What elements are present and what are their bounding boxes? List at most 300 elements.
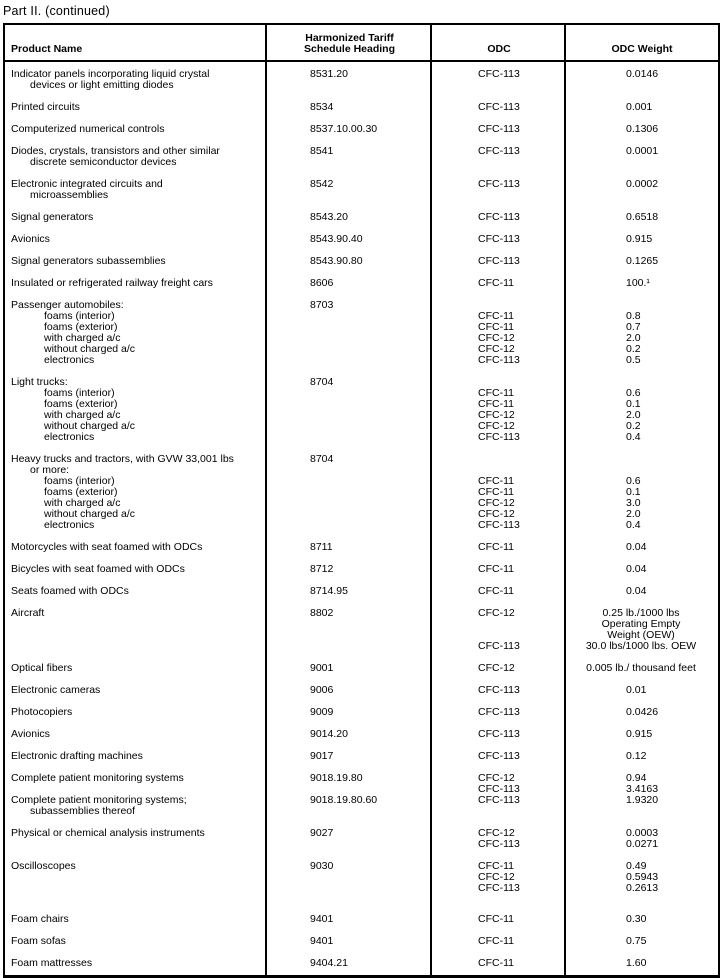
weight-value: 0.12 [626,750,647,762]
weight-cell [566,707,718,718]
table-row [5,300,718,366]
hts-value: 8531.20 [310,68,348,80]
tariff-table [3,23,720,978]
weight-value: 0.4 [626,431,641,443]
hts-cell [267,751,432,762]
weight-value: 0.1306 [626,123,659,135]
weight-value: 0.1 [626,486,641,498]
product-line: foams (interior) [44,475,115,487]
weight-value: 100.¹ [626,277,650,289]
weight-value: 0.0271 [626,838,659,850]
hts-value: 8802 [310,607,334,619]
odc-cell [432,179,566,201]
hts-value: 9404.21 [310,957,348,969]
odc-value: CFC-12 [478,332,515,344]
hts-value: 8712 [310,563,334,575]
product-line: foams (interior) [44,310,115,322]
weight-value: 2.0 [626,508,641,520]
weight-value: 2.0 [626,409,641,421]
odc-value: CFC-113 [478,706,520,718]
hts-header-line2: Schedule Heading [303,43,396,55]
odc-value: CFC-12 [478,871,515,883]
table-body [5,62,718,975]
weight-value: 0.001 [626,101,653,113]
weight-value: 3.4163 [626,783,659,795]
odc-value: CFC-11 [478,310,514,322]
column-header-label: ODC Weight [611,43,673,55]
weight-cell [566,300,718,366]
table-row [5,102,718,113]
weight-cell [566,124,718,135]
odc-cell [432,707,566,718]
odc-cell [432,685,566,696]
product-line: Seats foamed with ODCs [11,585,129,597]
weight-value: 0.94 [626,772,647,784]
weight-cell [566,454,718,531]
product-line: with charged a/c [44,332,121,344]
table-header [5,25,718,62]
table-row [5,773,718,795]
odc-value: CFC-12 [478,508,515,520]
weight-value: 1.60 [626,957,647,969]
product-line: Heavy trucks and tractors, with GVW 33,001 lbs [11,453,234,465]
odc-value: CFC-11 [478,321,514,333]
product-line: Avionics [11,728,50,740]
product-line: Insulated or refrigerated railway freight cars [11,277,213,289]
product-line: Signal generators [11,211,94,223]
odc-value: CFC-113 [478,123,520,135]
odc-value: CFC-11 [478,398,514,410]
product-line: electronics [44,354,95,366]
odc-value: CFC-11 [478,541,514,553]
odc-cell [432,663,566,674]
odc-cell [432,124,566,135]
product-line: Light trucks: [11,376,68,388]
odc-value: CFC-113 [478,750,520,762]
hts-cell [267,773,432,795]
weight-value: 0.75 [626,935,647,947]
product-line: electronics [44,431,95,443]
table-row [5,751,718,762]
product-cell [5,124,267,135]
column-header-odc-weight [566,25,718,60]
odc-value: CFC-11 [478,277,514,289]
table-row [5,729,718,740]
product-cell [5,69,267,91]
odc-cell [432,729,566,740]
hts-value: 8704 [310,376,334,388]
product-line: Optical fibers [11,662,73,674]
weight-value: 0.5 [626,354,641,366]
weight-value: 0.8 [626,310,641,322]
hts-cell [267,146,432,168]
table-row [5,685,718,696]
weight-value: 0.6 [626,387,641,399]
weight-value: 0.01 [626,684,647,696]
weight-value: 0.49 [626,860,647,872]
table-row [5,958,718,969]
odc-value: CFC-11 [478,935,514,947]
product-line: subassemblies thereof [30,805,136,817]
table-row [5,256,718,267]
product-line: Diodes, crystals, transistors and other similar [11,145,220,157]
product-line: Complete patient monitoring systems; [11,794,187,806]
weight-cell [566,751,718,762]
weight-cell [566,936,718,947]
table-row [5,454,718,531]
product-cell [5,212,267,223]
odc-value: CFC-12 [478,607,515,619]
odc-value: CFC-12 [478,343,515,355]
odc-value: CFC-113 [478,728,520,740]
hts-cell [267,102,432,113]
weight-cell [566,828,718,850]
product-cell [5,828,267,850]
odc-value [478,454,566,465]
weight-value: 0.0426 [626,706,659,718]
product-line: Computerized numerical controls [11,123,165,135]
hts-cell [267,707,432,718]
hts-cell [267,936,432,947]
weight-cell [566,685,718,696]
product-cell [5,586,267,597]
column-divider [265,25,267,975]
hts-value: 8537.10.00.30 [310,123,378,135]
odc-cell [432,608,566,652]
hts-value: 8703 [310,299,334,311]
hts-value: 8541 [310,145,334,157]
weight-value: 0.04 [626,585,647,597]
hts-cell [267,586,432,597]
product-cell [5,542,267,553]
odc-cell [432,586,566,597]
odc-value: CFC-11 [478,486,514,498]
odc-cell [432,564,566,575]
hts-cell [267,828,432,850]
table-row [5,377,718,443]
weight-cell [566,586,718,597]
hts-value: 9027 [310,827,334,839]
odc-value: CFC-12 [478,409,515,421]
column-header-hts-heading [267,25,432,60]
odc-value: CFC-113 [478,354,520,366]
hts-value: 8543.20 [310,211,348,223]
odc-cell [432,914,566,925]
hts-cell [267,564,432,575]
odc-cell [432,936,566,947]
product-line: microassemblies [30,189,109,201]
hts-cell [267,685,432,696]
product-line: Physical or chemical analysis instruments [11,827,205,839]
weight-cell [566,861,718,894]
weight-value: 0.04 [626,563,647,575]
hts-value: 8704 [310,453,334,465]
hts-cell [267,300,432,366]
table-row [5,608,718,652]
hts-value: 9030 [310,860,334,872]
weight-value: 0.1265 [626,255,659,267]
weight-value: 0.7 [626,321,641,333]
odc-value: CFC-113 [478,233,520,245]
weight-cell [566,146,718,168]
weight-value: 0.2 [626,420,641,432]
odc-value: CFC-113 [478,431,520,443]
weight-value [626,454,718,465]
product-line: Motorcycles with seat foamed with ODCs [11,541,203,553]
odc-value: CFC-11 [478,957,514,969]
product-line: Indicator panels incorporating liquid crystal [11,68,210,80]
product-line: Complete patient monitoring systems [11,772,184,784]
product-line: electronics [44,519,95,531]
product-cell [5,958,267,969]
product-line: foams (exterior) [44,486,118,498]
odc-cell [432,102,566,113]
product-line: Electronic drafting machines [11,750,143,762]
table-row [5,179,718,201]
product-line: foams (exterior) [44,321,118,333]
table-row [5,663,718,674]
odc-cell [432,751,566,762]
odc-value: CFC-12 [478,662,515,674]
hts-value: 8711 [310,541,333,553]
odc-cell [432,278,566,289]
product-cell [5,608,267,652]
weight-cell [566,102,718,113]
odc-value: CFC-113 [478,838,520,850]
weight-value: 30.0 lbs/1000 lbs. OEW [585,640,697,652]
product-cell [5,377,267,443]
product-line: Bicycles with seat foamed with ODCs [11,563,185,575]
product-cell [5,102,267,113]
product-cell [5,773,267,795]
product-cell [5,707,267,718]
column-header-odc [432,25,566,60]
hts-cell [267,861,432,894]
hts-value: 9401 [310,913,334,925]
weight-cell [566,958,718,969]
product-line: with charged a/c [44,497,121,509]
table-row [5,69,718,91]
weight-value: 0.4 [626,519,641,531]
odc-value: CFC-12 [478,827,515,839]
product-line: Foam chairs [11,913,69,925]
hts-cell [267,212,432,223]
weight-cell [566,69,718,91]
column-header-product-name [5,25,267,60]
odc-value: CFC-113 [478,68,520,80]
product-line: without charged a/c [44,508,136,520]
odc-value: CFC-12 [478,772,515,784]
odc-value [478,619,566,630]
table-row [5,861,718,894]
odc-cell [432,958,566,969]
hts-value: 9006 [310,684,334,696]
product-cell [5,751,267,762]
weight-cell [566,608,718,652]
product-cell [5,256,267,267]
odc-cell [432,795,566,817]
odc-value: CFC-113 [478,783,520,795]
product-cell [5,146,267,168]
odc-value: CFC-113 [478,178,520,190]
product-cell [5,278,267,289]
odc-value: CFC-113 [478,794,520,806]
weight-cell [566,179,718,201]
weight-value: 0.30 [626,913,647,925]
product-cell [5,564,267,575]
weight-value: 0.0001 [626,145,659,157]
product-cell [5,936,267,947]
odc-cell [432,773,566,795]
product-cell [5,685,267,696]
hts-cell [267,69,432,91]
table-row [5,124,718,135]
product-line: Foam sofas [11,935,66,947]
product-line: foams (exterior) [44,398,118,410]
odc-value: CFC-11 [478,913,514,925]
product-cell [5,234,267,245]
odc-cell [432,300,566,366]
odc-value: CFC-11 [478,563,514,575]
hts-cell [267,256,432,267]
odc-cell [432,256,566,267]
table-row [5,936,718,947]
odc-value: CFC-113 [478,882,520,894]
product-line: Printed circuits [11,101,80,113]
weight-cell [566,542,718,553]
table-row [5,795,718,817]
product-line: Oscilloscopes [11,860,76,872]
product-line: Foam mattresses [11,957,93,969]
product-line: Electronic integrated circuits and [11,178,163,190]
hts-value: 8606 [310,277,334,289]
odc-cell [432,861,566,894]
hts-cell [267,454,432,531]
weight-cell [566,914,718,925]
odc-value: CFC-113 [478,519,520,531]
hts-value: 8534 [310,101,334,113]
table-row [5,586,718,597]
weight-value: 0.25 lb./1000 lbs [602,607,680,619]
weight-cell [566,795,718,817]
hts-cell [267,608,432,652]
table-row [5,564,718,575]
product-cell [5,861,267,894]
hts-value: 9401 [310,935,334,947]
odc-value: CFC-11 [478,387,514,399]
product-line: Aircraft [11,607,45,619]
odc-cell [432,234,566,245]
hts-value: 8542 [310,178,334,190]
product-cell [5,729,267,740]
odc-cell [432,828,566,850]
weight-value: 0.915 [626,728,653,740]
weight-value: 0.005 lb./ thousand feet [586,662,696,674]
table-row [5,212,718,223]
product-line: Passenger automobiles: [11,299,124,311]
weight-cell [566,564,718,575]
weight-value: 0.04 [626,541,647,553]
hts-cell [267,377,432,443]
hts-cell [267,795,432,817]
product-line: Signal generators subassemblies [11,255,166,267]
weight-cell [566,773,718,795]
odc-value: CFC-113 [478,640,520,652]
odc-value: CFC-12 [478,497,515,509]
weight-cell [566,212,718,223]
hts-header-line1: Harmonized Tariff [305,32,394,44]
hts-value: 9018.19.80.60 [310,794,378,806]
weight-cell [566,729,718,740]
weight-value: 0.6518 [626,211,659,223]
hts-cell [267,124,432,135]
table-row [5,234,718,245]
weight-value: 0.2 [626,343,641,355]
weight-value: 0.915 [626,233,653,245]
hts-value: 8543.90.40 [310,233,363,245]
weight-value: 0.0002 [626,178,659,190]
weight-cell [566,377,718,443]
odc-cell [432,212,566,223]
hts-cell [267,663,432,674]
page-title: Part II. (continued) [3,4,110,18]
odc-value: CFC-113 [478,101,520,113]
weight-value: 1.9320 [626,794,659,806]
column-header-label: Product Name [11,43,83,55]
hts-cell [267,179,432,201]
odc-value: CFC-11 [478,860,514,872]
product-line: without charged a/c [44,420,136,432]
product-line: foams (interior) [44,387,115,399]
product-cell [5,795,267,817]
odc-value: CFC-11 [478,585,514,597]
product-cell [5,300,267,366]
weight-value: 3.0 [626,497,641,509]
odc-value: CFC-113 [478,211,520,223]
hts-value: 9017 [310,750,334,762]
product-line: or more: [30,464,70,476]
hts-cell [267,729,432,740]
weight-cell [566,234,718,245]
odc-cell [432,377,566,443]
product-cell [5,454,267,531]
table-row [5,146,718,168]
weight-value: Weight (OEW) [607,629,675,641]
hts-cell [267,542,432,553]
odc-cell [432,146,566,168]
product-line: discrete semiconductor devices [30,156,177,168]
weight-cell [566,256,718,267]
column-header-label: ODC [487,43,511,55]
odc-cell [432,454,566,531]
column-divider [564,25,566,975]
column-header-label [304,33,395,55]
weight-value: Operating Empty [601,618,681,630]
product-cell [5,179,267,201]
hts-value: 9009 [310,706,334,718]
product-line: Photocopiers [11,706,73,718]
product-line: with charged a/c [44,409,121,421]
weight-value: 0.2613 [626,882,659,894]
odc-value: CFC-113 [478,684,520,696]
weight-value: 2.0 [626,332,641,344]
hts-cell [267,234,432,245]
odc-cell [432,69,566,91]
hts-cell [267,958,432,969]
hts-value: 9018.19.80 [310,772,363,784]
odc-value: CFC-12 [478,420,515,432]
odc-value: CFC-113 [478,145,520,157]
